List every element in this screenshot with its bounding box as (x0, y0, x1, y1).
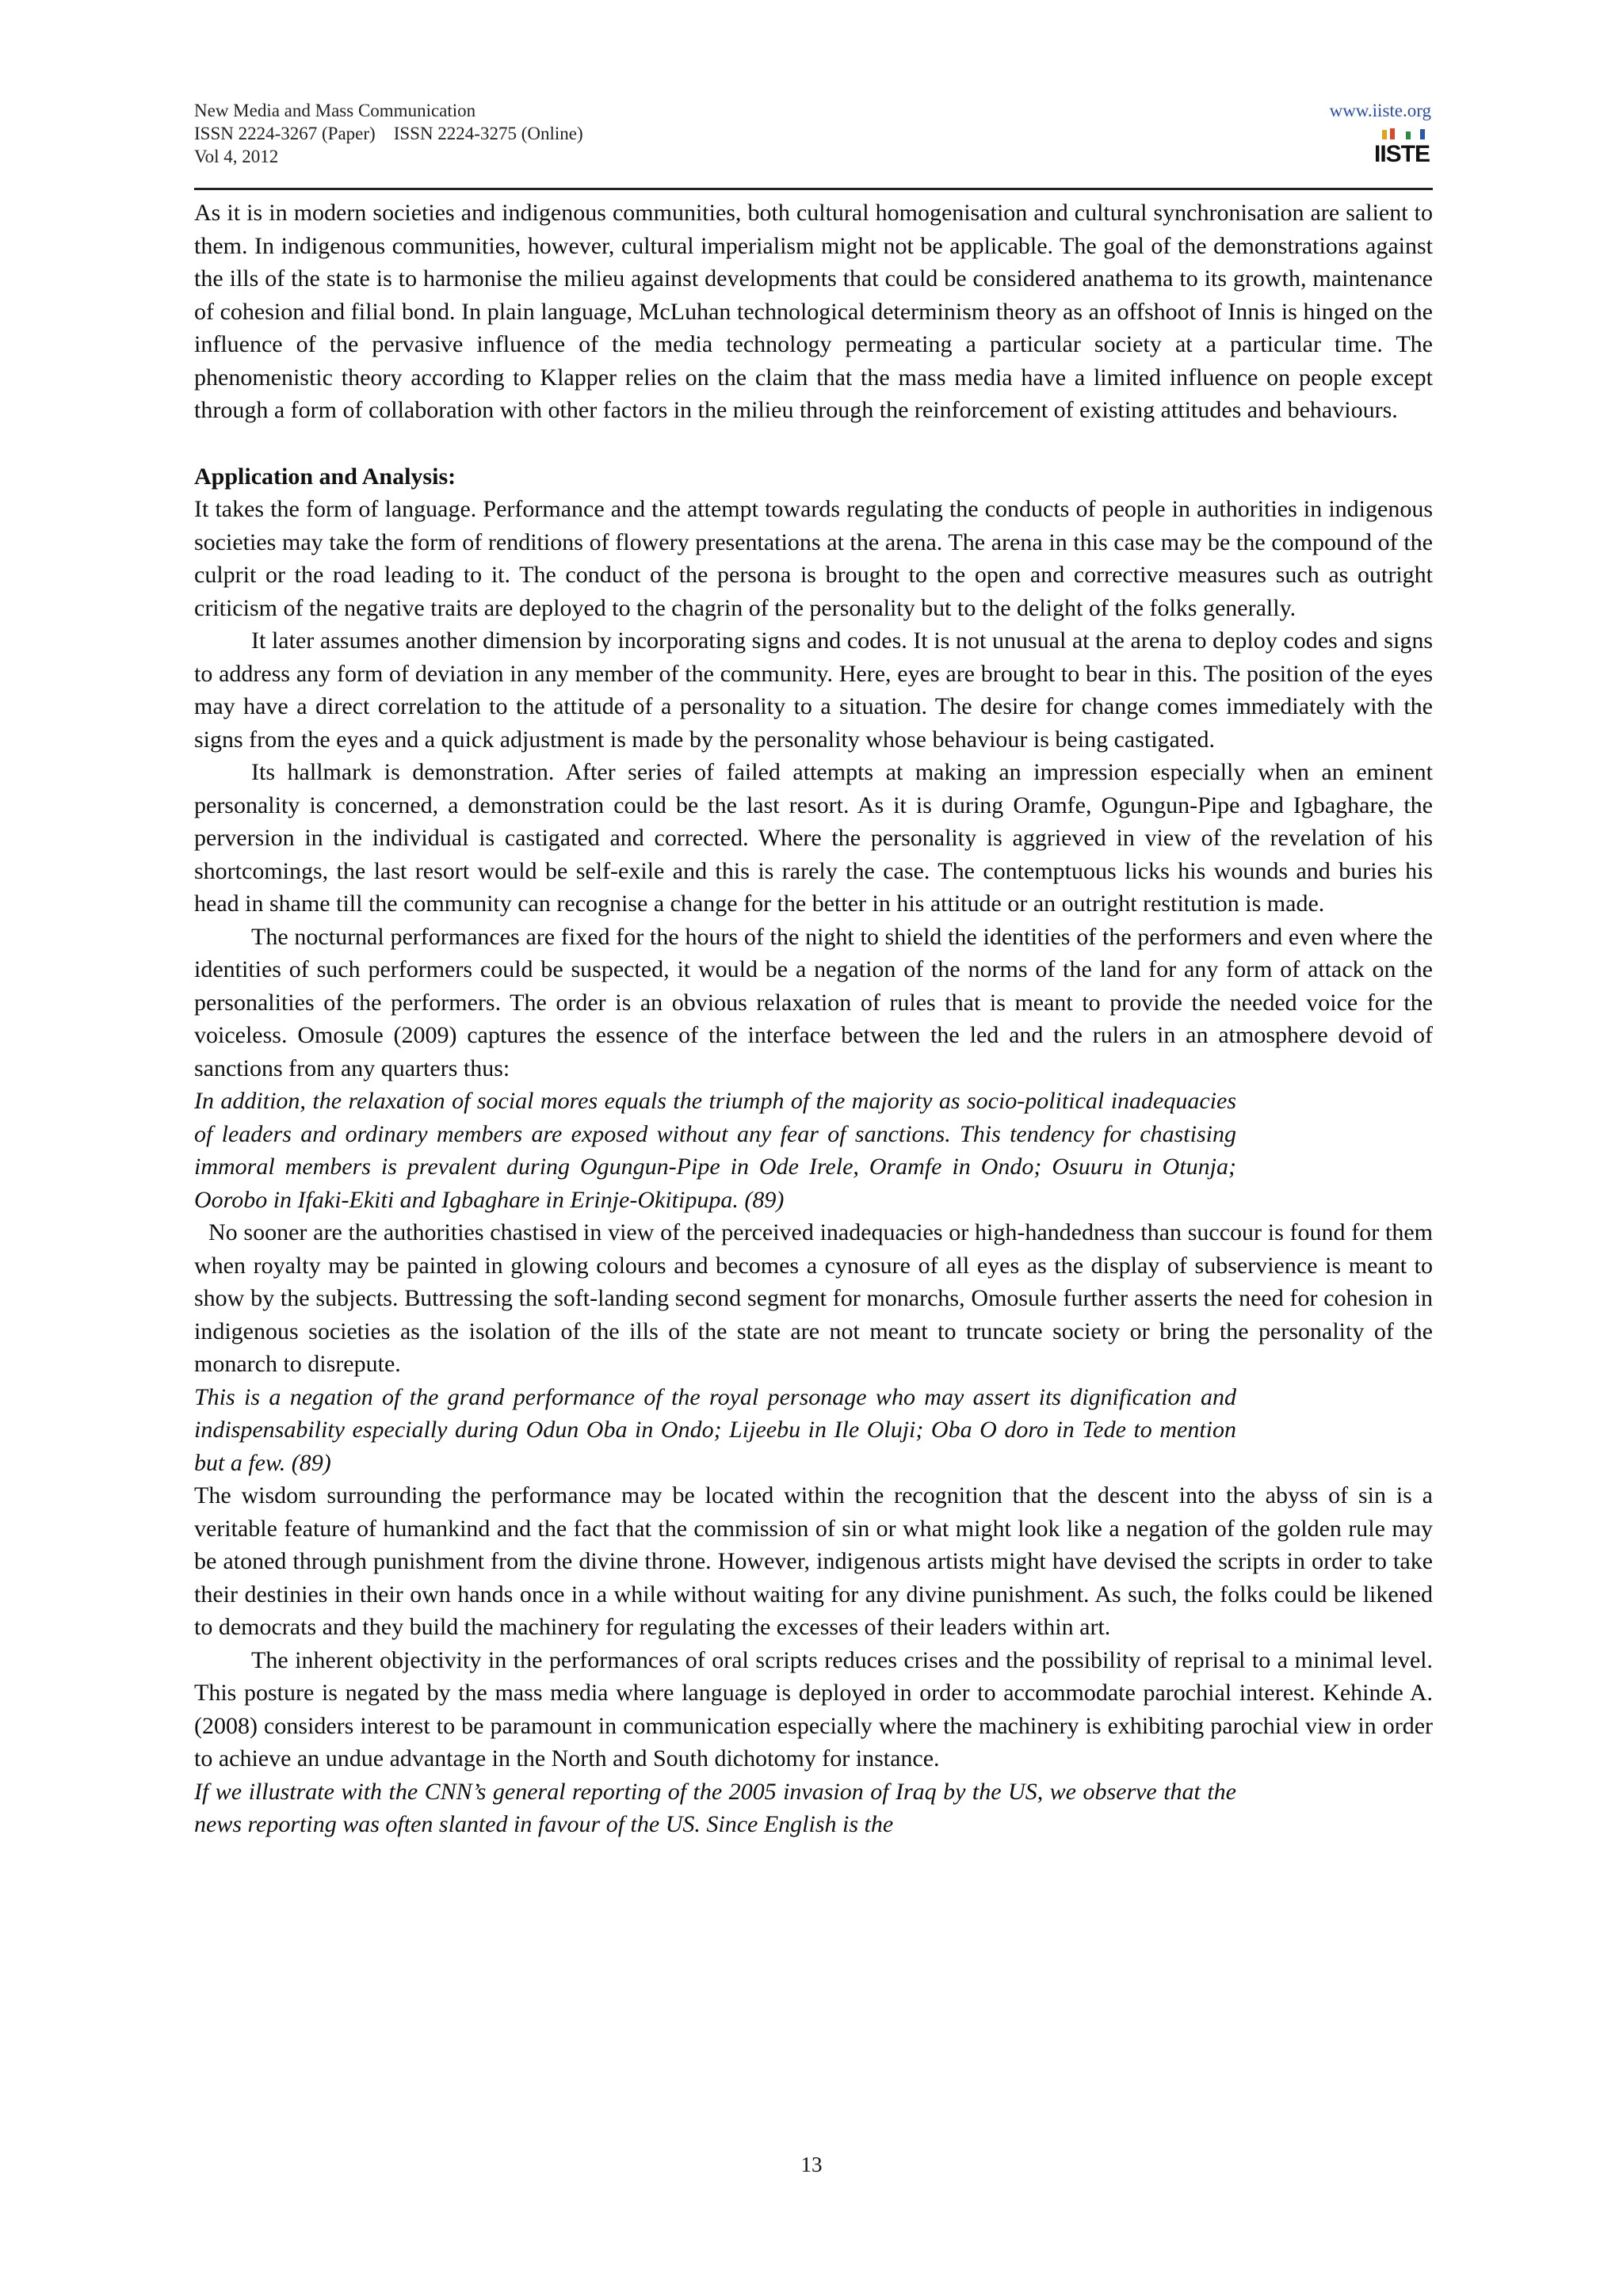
paragraph-objectivity: The inherent objectivity in the performances of oral scripts reduces crises and the possibility of reprisal to a minimal level. This posture is negated by the mass media where language is deployed in order to accommodate parochial interest. Kehinde A. (2008) considers interest to be paramount in communication especially where the machinery is exhibiting parochial view in order to achieve an undue advantage in the North and South dichotomy for instance. (194, 1646, 1433, 1772)
block-quote-kehinde: If we illustrate with the CNN’s general reporting of the 2005 invasion of Iraq by the US, we observe that the news reporting was often slanted in favour of the US. Since English is the (194, 1778, 1236, 1837)
journal-volume: Vol 4, 2012 (194, 147, 279, 166)
journal-title: New Media and Mass Communication (194, 101, 476, 120)
paragraph-nocturnal: The nocturnal performances are fixed for the hours of the night to shield the identities of the performers and even where the identities of such performers could be suspected, it would be a negation of the norms of the land for any form of attack on the personalities of the performers. The order is an obvious relaxation of rules that is meant to provide the needed voice for the voiceless. Omosule (2009) captures the essence of the interface between the led and the rulers in an atmosphere devoid of sanctions from any quarters thus: (194, 923, 1433, 1081)
paragraph-signs: It later assumes another dimension by incorporating signs and codes. It is not unusual at the arena to deploy codes and signs to address any form of deviation in any member of the community. Here, eyes are brought to bear in this. The position of the eyes may have a direct correlation to the attitude of a personality to a situation. The desire for change comes immediately with the signs from the eyes and a quick adjustment is made by the personality whose behaviour is being castigated. (194, 627, 1433, 753)
logo-color-bars (1376, 128, 1430, 139)
publisher-url[interactable]: www.iiste.org (1329, 101, 1431, 120)
article-body (194, 196, 1433, 1841)
paragraph-royalty: No sooner are the authorities chastised in view of the perceived inadequacies or high-handedness than succour is found for them when royalty may be painted in glowing colours and becomes a cynosure of all eyes as the display of subservience is meant to show by the subjects. Buttressing the soft-landing second segment for monarchs, Omosule further asserts the need for cohesion in indigenous societies as the isolation of the ills of the state are not meant to truncate society or bring the personality of the monarch to disrepute. (194, 1219, 1433, 1377)
journal-header (194, 99, 583, 168)
logo-bar (1390, 128, 1395, 139)
paragraph-intro: As it is in modern societies and indigenous communities, both cultural homogenisation and cultural synchronisation are salient to them. In indigenous communities, however, cultural imperialism might not be applicable. The goal of the demonstrations against the ills of the state is to harmonise the milieu against developments that could be considered anathema to its growth, maintenance of cohesion and filial bond. In plain language, McLuhan technological determinism theory as an offshoot of Innis is hinged on the influence of the pervasive influence of the media technology permeating a particular society at a particular time. The phenomenistic theory according to Klapper relies on the claim that the mass media have a limited influence on people except through a form of collaboration with other factors in the milieu through the reinforcement of existing attitudes and behaviours. (194, 200, 1433, 423)
section-heading: Application and Analysis: (194, 463, 456, 490)
iiste-logo (1374, 127, 1431, 166)
publisher-header (1330, 99, 1431, 172)
header-divider (194, 188, 1433, 190)
journal-issn: ISSN 2224-3267 (Paper) ISSN 2224-3275 (Online) (194, 124, 583, 143)
logo-text: IISTE (1374, 141, 1430, 167)
logo-bar (1382, 130, 1387, 139)
paragraph-gap (194, 427, 1433, 460)
logo-bar (1406, 132, 1411, 139)
logo-bar (1420, 129, 1425, 139)
block-quote-omosule-1: In addition, the relaxation of social mores equals the triumph of the majority as socio-political inadequacies of leaders and ordinary members are exposed without any fear of sanctions. This tendency for chastising immoral members is prevalent during Ogungun-Pipe in Ode Irele, Oramfe in Ondo; Osuuru in Otunja; Oorobo in Ifaki-Ekiti and Igbaghare in Erinje-Okitipupa. (89) (194, 1088, 1236, 1213)
paragraph-wisdom: The wisdom surrounding the performance may be located within the recognition that the descent into the abyss of sin is a veritable feature of humankind and the fact that the commission of sin or what might look like a negation of the golden rule may be atoned through punishment from the divine throne. However, indigenous artists might have devised the scripts in order to take their destinies in their own hands once in a while without waiting for any divine punishment. As such, the folks could be likened to democrats and they build the machinery for regulating the excesses of their leaders within art. (194, 1482, 1433, 1640)
paragraph-demonstration: Its hallmark is demonstration. After series of failed attempts at making an impression especially when an eminent personality is concerned, a demonstration could be the last resort. As it is during Oramfe, Ogungun-Pipe and Igbaghare, the perversion in the individual is castigated and corrected. Where the personality is aggrieved in view of the revelation of his shortcomings, the last resort would be self-exile and this is rarely the case. The contemptuous licks his wounds and buries his head in shame till the community can recognise a change for the better in his attitude or an outright restitution is made. (194, 759, 1433, 917)
page-number: 13 (800, 2153, 823, 2176)
block-quote-omosule-2: This is a negation of the grand performance of the royal personage who may assert its dignification and indispensability especially during Odun Oba in Ondo; Lijeebu in Ile Oluji; Oba O doro in Tede to mention but a few. (89) (194, 1383, 1236, 1476)
paragraph-language: It takes the form of language. Performance and the attempt towards regulating the conducts of people in authorities in indigenous societies may take the form of renditions of flowery presentations at the arena. The arena in this case may be the compound of the culprit or the road leading to it. The conduct of the persona is brought to the open and corrective measures such as outright criticism of the negative traits are deployed to the chagrin of the personality but to the delight of the folks generally. (194, 496, 1433, 621)
